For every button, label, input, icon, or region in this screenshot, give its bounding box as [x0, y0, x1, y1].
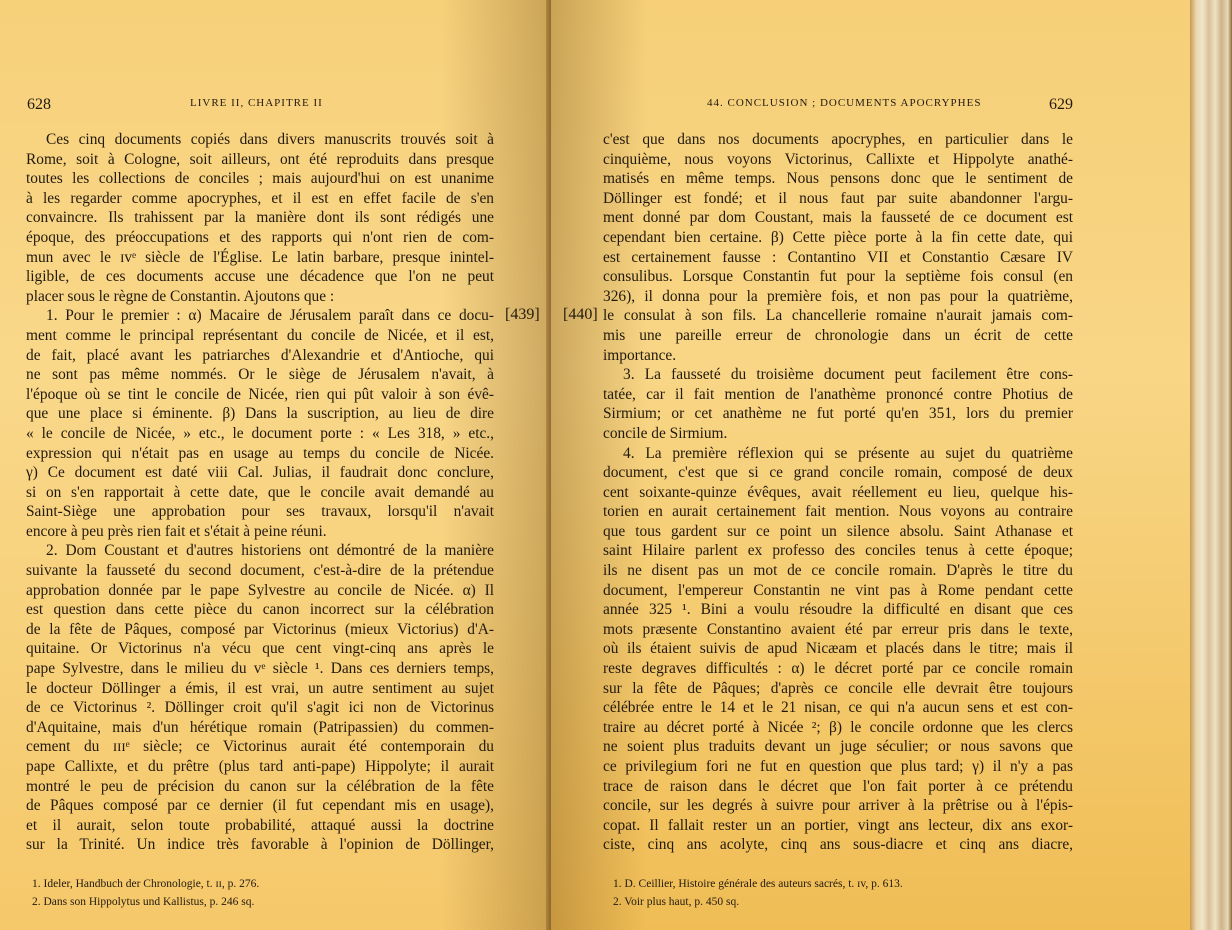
- text-line: torien en aurait certainement fait mention. Nous voyons au contraire: [603, 503, 1073, 521]
- text-line: Sirmium; or cet anathème ne fut porté qu'en 351, lors du premier: [603, 405, 1073, 423]
- text-line: matisés en même temps. Nous pensons donc que le sentiment de: [603, 170, 1073, 188]
- text-line: Rome, soit à Cologne, soit ailleurs, ont été reproduits dans presque: [26, 150, 494, 168]
- text-line: document, c'est que si ce grand concile romain, composé de deux: [603, 464, 1073, 482]
- left-footnotes: [20, 875, 259, 911]
- text-line: mots præsente Constantino avaient été par erreur pris dans le texte,: [603, 620, 1073, 638]
- text-line: Ces cinq documents copiés dans divers manuscrits trouvés soit à: [46, 131, 494, 148]
- text-line: que tous gardent sur ce point un silence absolu. Saint Athanase et: [603, 522, 1073, 540]
- right-footnotes: [601, 875, 903, 911]
- text-line: l'époque où se tint le concile de Nicée, rien qui pût valoir à son évê-: [26, 385, 494, 403]
- text-line: ment donné par dom Coustant, mais la fausseté de ce document est: [603, 209, 1073, 227]
- text-line: concile de Sirmium.: [603, 424, 728, 442]
- left-margin-number: [439]: [505, 306, 540, 323]
- text-line: copat. Il fallait rester un an portier, vingt ans lecteur, dix ans exor-: [603, 816, 1073, 834]
- left-page: [0, 0, 551, 930]
- text-line: célébrée entre le 14 et le 21 nisan, ce qui n'a aucun sens et est con-: [603, 699, 1073, 717]
- text-line: où ils étaient suivis de apud Nicæam et placés dans le titre; mais il: [603, 640, 1073, 658]
- text-line: « le concile de Nicée, » etc., le document porte : « Les 318, » etc.,: [26, 424, 494, 442]
- page-edges: [1190, 0, 1232, 930]
- footnote: 1. D. Ceillier, Histoire générale des auteurs sacrés, t. ɪv, p. 613.: [613, 878, 903, 890]
- text-line: c'est que dans nos documents apocryphes, en particulier dans le: [603, 131, 1073, 148]
- text-line: approbation donnée par le pape Sylvestre au concile de Nicée. α) Il: [26, 581, 494, 599]
- text-line: année 325 ¹. Bini a voulu résoudre la difficulté en disant que ces: [603, 601, 1073, 619]
- text-line: saint Hilaire parlent ex professo des conciles tenus à cette époque;: [603, 542, 1073, 560]
- text-line: ne sont pas même nommés. Or le siège de Jérusalem n'avait, à: [26, 366, 494, 384]
- footnote: 2. Dans son Hippolytus und Kallistus, p. 246 sq.: [32, 896, 255, 908]
- left-page-number: 628: [27, 96, 51, 113]
- text-line: Saint-Siège une approbation pour ses travaux, lorsqu'il n'avait: [26, 503, 494, 521]
- text-line: époque, des préoccupations et des rapports qui n'ont rien de com-: [26, 228, 494, 246]
- text-line: que une place si éminente. β) Dans la suscription, au lieu de dire: [26, 405, 494, 423]
- text-line: convaincre. Ils trahissent par la manière dont ils sont rédigés une: [26, 209, 494, 227]
- text-line: 4. La première réflexion qui se présente au sujet du quatrième: [623, 444, 1073, 462]
- footnote: 2. Voir plus haut, p. 450 sq.: [613, 896, 740, 908]
- text-line: est certainement fausse : Contantino VII et Constantio Cæsare IV: [603, 248, 1073, 266]
- text-line: γ) Ce document est daté viii Cal. Julias, il faudrait donc conclure,: [26, 464, 494, 482]
- text-line: sur la Trinité. Un indice très favorable à l'opinion de Döllinger,: [26, 836, 494, 854]
- text-line: de Pâques composé par ce dernier (il fut cependant mis en usage),: [26, 797, 494, 815]
- text-line: ligible, de ces documents accuse une décadence que l'on ne peut: [26, 268, 494, 286]
- text-line: encore à peu près rien fait et s'était à peine réuni.: [26, 522, 327, 540]
- right-running-head: 44. CONCLUSION ; DOCUMENTS APOCRYPHES: [707, 97, 982, 109]
- right-page: [551, 0, 1190, 930]
- text-line: de ce Victorinus ². Döllinger croit qu'il s'agit ici non de Victorinus: [26, 699, 494, 717]
- text-line: le docteur Döllinger a émis, il est vrai, un autre sentiment au sujet: [26, 679, 494, 697]
- text-line: pape Callixte, et du prêtre (plus tard anti-pape) Hippolyte; il aurait: [26, 758, 494, 775]
- text-line: trace de raison dans le décret que l'on fait porter à ce prétendu: [603, 777, 1073, 795]
- text-line: 3. La fausseté du troisième document peut facilement être cons-: [623, 366, 1073, 384]
- text-line: et il aurait, selon toute probabilité, attaqué aussi la doctrine: [26, 816, 494, 834]
- text-line: concile, sur les degrés à suivre pour arriver à la prêtrise ou à l'épis-: [603, 797, 1073, 815]
- text-line: le consulat à son fils. La chancellerie romaine n'aurait jamais com-: [603, 307, 1073, 325]
- text-line: tatée, car il fait mention de l'anathème prononcé contre Photius de: [603, 385, 1073, 403]
- right-margin-number: [440]: [563, 306, 598, 323]
- text-line: si on s'en rapportait à cette date, que le concile avait demandé au: [26, 483, 494, 501]
- text-line: document, l'empereur Constantin ne vint pas à Rome pendant cette: [603, 581, 1073, 599]
- footnote: 1. Ideler, Handbuch der Chronologie, t. ɪɪ, p. 276.: [32, 878, 260, 890]
- text-line: mis une pareille erreur de chronologie dans un écrit de cette: [603, 326, 1073, 344]
- right-body-text: [603, 130, 1073, 855]
- text-line: de la fête de Pâques, composé par Victorinus (mieux Victorius) d'A-: [26, 620, 494, 638]
- left-running-head: LIVRE II, CHAPITRE II: [190, 97, 323, 109]
- text-line: ne soient plus traduits devant un juge séculier; or nous savons que: [603, 738, 1073, 756]
- text-line: expression qui n'était pas en usage au temps du concile de Nicée.: [26, 444, 494, 462]
- text-line: ciste, cinq ans acolyte, cinq ans sous-diacre et cinq ans diacre,: [603, 836, 1073, 854]
- text-line: suivante la fausseté du second document, c'est-à-dire de la prétendue: [26, 562, 494, 580]
- text-line: montré le peu de précision du canon sur la célébration de la fête: [26, 777, 494, 795]
- text-line: pape Sylvestre, dans le milieu du vᵉ siècle ¹. Dans ces derniers temps,: [26, 660, 494, 678]
- text-line: de fait, placé avant les patriarches d'Alexandrie et d'Antioche, qui: [26, 346, 494, 364]
- text-line: sur la fête de Pâques; d'après ce concile elle devrait être toujours: [603, 679, 1073, 697]
- text-line: d'Aquitaine, mais d'un hérétique romain (Patripassien) du commen-: [26, 718, 494, 736]
- text-line: traire au décret porté à Nicée ²; β) le concile ordonne que les clercs: [603, 718, 1073, 736]
- text-line: 326), il donna pour la première fois, et non pas pour la quatrième,: [603, 287, 1073, 305]
- text-line: Döllinger est fondé; et il nous faut par suite abandonner l'argu-: [603, 189, 1073, 207]
- text-line: placer sous le règne de Constantin. Ajoutons que :: [26, 287, 335, 305]
- text-line: ment comme le principal représentant du concile de Nicée, et il est,: [26, 326, 494, 344]
- text-line: consulibus. Lorsque Constantin fut pour la septième fois consul (en: [603, 268, 1073, 286]
- text-line: à les regarder comme apocryphes, et il est en effet facile de s'en: [26, 189, 494, 207]
- text-line: ce privilegium fori ne fut en question que plus tard; γ) il n'y a pas: [603, 758, 1073, 775]
- text-line: mun avec le ɪvᵉ siècle de l'Église. Le latin barbare, presque inintel-: [26, 248, 494, 266]
- left-body-text: [26, 130, 494, 855]
- text-line: cent soixante-quinze évêques, avait réellement eu lieu, quelque his-: [603, 483, 1073, 501]
- text-line: cinquième, nous voyons Victorinus, Callixte et Hippolyte anathé-: [603, 150, 1073, 168]
- text-line: ils ne disent pas un mot de ce concile romain. D'après le titre du: [603, 562, 1073, 580]
- text-line: 1. Pour le premier : α) Macaire de Jérusalem paraît dans ce docu-: [46, 307, 494, 325]
- text-line: cependant bien certaine. β) Cette pièce porte à la fin cette date, qui: [603, 228, 1073, 246]
- text-line: 2. Dom Coustant et d'autres historiens ont démontré de la manière: [46, 542, 494, 560]
- text-line: est question dans cette pièce du canon incorrect sur la célébration: [26, 601, 494, 619]
- text-line: cement du ɪɪɪᵉ siècle; ce Victorinus aurait été contemporain du: [26, 738, 494, 756]
- text-line: importance.: [603, 346, 677, 364]
- text-line: quitaine. Or Victorinus n'a vécu que cent vingt-cinq ans après le: [26, 640, 494, 658]
- right-page-number: 629: [1049, 96, 1073, 113]
- text-line: toutes les collections de conciles ; mais aujourd'hui on est unanime: [26, 170, 494, 188]
- text-line: reste degraves difficultés : α) le décret porté par ce concile romain: [603, 660, 1073, 678]
